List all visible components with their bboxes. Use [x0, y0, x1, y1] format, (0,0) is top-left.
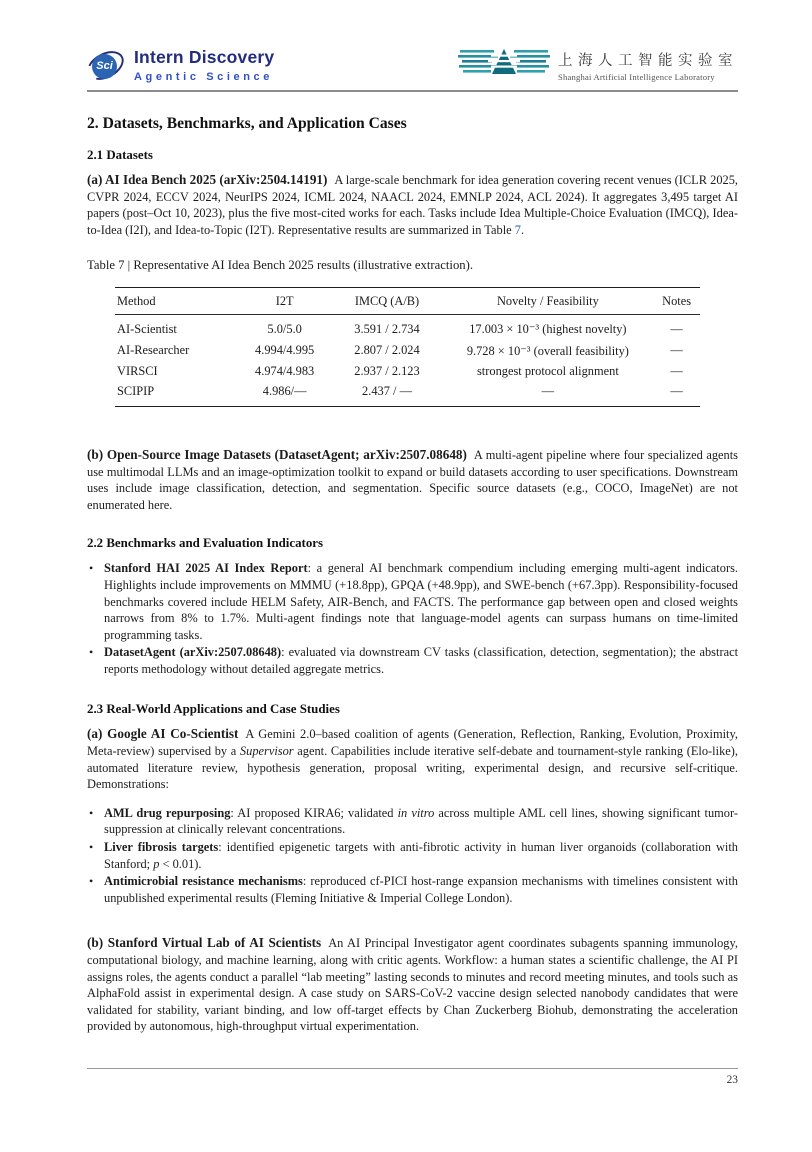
paragraph-text: A large-scale benchmark for idea generation covering recent venues (ICLR 2025, CVPR 2024, ECCV 2024, NeurIPS 2024, ICML 2024, NAACL 2024, EMNLP 2024, ACL 2024). It aggregates 3,495 target AI papers (post–Oct 10, 2023), plus the five most-cited works for each. Tasks include Idea Multiple-Choice Evaluation (IMCQ), Idea-to-Idea (I2I), and Idea-to-Topic (I2T). Representative results are summarized in Table — [87, 173, 738, 237]
table-cell: VIRSCI — [117, 363, 158, 378]
brand-name: Intern Discovery — [134, 47, 275, 68]
table-7 — [115, 287, 700, 407]
paragraph-text-end: . — [520, 222, 525, 237]
table-header-row — [115, 288, 700, 315]
subsection-2-2-heading: 2.2 Benchmarks and Evaluation Indicators — [87, 536, 324, 551]
table-cell: 17.003 × 10⁻³ (highest novelty) — [469, 322, 627, 337]
paragraph-stanford-virtual-lab — [87, 935, 738, 1035]
paragraph-lead: (b) Stanford Virtual Lab of AI Scientists — [87, 935, 322, 951]
table-7-link[interactable]: 7 — [514, 222, 521, 237]
list-item — [87, 805, 738, 838]
sci-badge-label: Sci — [92, 54, 117, 79]
lab-name-chinese: 上海人工智能实验室 — [558, 53, 738, 69]
brand-tagline: Agentic Science — [134, 70, 273, 83]
page-footer — [87, 1068, 738, 1086]
section-title: 2. Datasets, Benchmarks, and Application Cases — [87, 115, 407, 132]
table-row — [115, 340, 700, 361]
table-cell: — — [541, 383, 555, 398]
paragraph-text: A Gemini 2.0–based coalition of agents (Generation, Reflection, Ranking, Evolution, Proximity, Meta-review) supervised by a — [87, 727, 738, 759]
list-item — [87, 839, 738, 872]
list-item-lead: Stanford HAI 2025 AI Index Report — [104, 561, 308, 576]
table-cell: 2.437 / — — [362, 383, 412, 398]
paragraph-text: agent. Capabilities include iterative self-debate and tournament-style ranking (Elo-like), automated literature review, hypothesis generation, proposal writing, experimental design, and recursive self-critique. Demonstrations: — [87, 744, 738, 792]
list-item — [87, 873, 738, 906]
list-item-text: : AI proposed KIRA6; validated — [230, 805, 398, 820]
list-item-lead: Liver fibrosis targets — [104, 840, 219, 855]
paragraph-dataset-agent — [87, 447, 738, 513]
table-cell: 2.807 / 2.024 — [354, 343, 420, 358]
table-7-caption: Table 7 | Representative AI Idea Bench 2025 results (illustrative extraction). — [87, 258, 474, 273]
table-cell: 5.0/5.0 — [267, 321, 302, 336]
table-cell: SCIPIP — [117, 383, 155, 398]
table-cell: strongest protocol alignment — [476, 363, 619, 378]
table-cell: 2.937 / 2.123 — [354, 363, 420, 378]
lab-stripes-icon — [458, 46, 550, 85]
list-item-text: : identified epigenetic targets with anti-fibrotic activity in human liver organoids (collaboration with Stanford; — [104, 840, 738, 871]
list-item-text: : evaluated via downstream CV tasks (classification, detection, segmentation); the abstract reports methodology without detailed aggregate metrics. — [104, 645, 739, 676]
header-rule — [87, 90, 738, 92]
footer-rule — [87, 1068, 738, 1069]
table-cell: — — [670, 383, 683, 398]
table-cell: 3.591 / 2.734 — [354, 321, 420, 336]
list-item-emphasis: in vitro — [397, 805, 435, 820]
list-item-lead: AML drug repurposing — [104, 805, 231, 820]
paragraph-ai-idea-bench — [87, 172, 738, 238]
subsection-2-1-heading: 2.1 Datasets — [87, 148, 153, 162]
list-item-lead: DatasetAgent (arXiv:2507.08648) — [104, 645, 282, 660]
list-item-emphasis: p — [153, 856, 160, 871]
demonstrations-list — [87, 805, 738, 907]
list-item-text: : reproduced cf-PICI host-range expansion mechanisms with timelines consistent with unpublished experimental results (Fleming Initiative & Imperial College London). — [104, 874, 738, 905]
table-cell: — — [670, 363, 683, 378]
sci-badge-icon — [87, 47, 125, 85]
list-item-text: across multiple AML cell lines, showing significant tumor-suppression at clinically relevant concentrations. — [104, 805, 738, 837]
paragraph-text: A multi-agent pipeline where four specialized agents use multimodal LLMs and an image-optimization toolkit to expand or build datasets according to user specifications. Downstream uses include image classification, detection, and segmentation. Specific source datasets (e.g., COCO, ImageNet) are not enumerated here. — [87, 447, 738, 512]
shanghai-ai-lab-logo — [458, 46, 738, 85]
list-item-text: < 0.01). — [159, 856, 202, 871]
table-cell: 9.728 × 10⁻³ (overall feasibility) — [466, 343, 629, 358]
table-cell: 4.994/4.995 — [255, 343, 315, 358]
paragraph-lead: (b) Open-Source Image Datasets (DatasetAgent; arXiv:2507.08648) — [87, 446, 467, 462]
column-header-novelty: Novelty / Feasibility — [443, 288, 654, 315]
column-header-notes: Notes — [653, 288, 700, 315]
subsection-2-3-heading: 2.3 Real-World Applications and Case Studies — [87, 702, 340, 717]
paragraph-text: An AI Principal Investigator agent coordinates subagents spanning immunology, computational biology, and machine learning, along with critic agents. Workflow: a human states a scientific challenge, the AI PI assigns roles, the agents conduct a parallel “lab meeting” lasting seconds to minutes and record meeting minutes, and tools such as AlphaFold assist in experimental design. A case study on SARS-CoV-2 vaccine design selected nanobody candidates that were validated for stability, variant binding, and low off-target effects by Chan Zuckerberg Biohub, demonstrating the acceleration provided by autonomous, high-throughput virtual experimentation. — [87, 936, 738, 1034]
paragraph-lead: (a) AI Idea Bench 2025 (arXiv:2504.14191) — [87, 172, 328, 187]
column-header-i2t: I2T — [238, 288, 332, 315]
page-number: 23 — [726, 1074, 738, 1086]
list-item-text: : a general AI benchmark compendium including emerging multi-agent indicators. Highlights include improvements on MMMU (+18.8pp), GPQA (+48.9pp), and SWE-bench (+67.3pp). Responsibility-focused benchmarks covered include HELM Safety, AIR-Bench, and FACTS. The performance gap between open and closed weights narrows from 8% to 1.7%. Multi-agent findings note that language-model agents can surpass humans on time-limited programming tasks. — [104, 561, 738, 642]
table-row — [115, 361, 700, 381]
list-item — [87, 644, 738, 677]
lab-name-english: Shanghai Artificial Intelligence Laboratory — [558, 72, 715, 82]
table-cell: 4.974/4.983 — [255, 363, 315, 378]
table-cell: — — [670, 343, 683, 358]
table-cell: AI-Scientist — [117, 321, 177, 336]
benchmarks-list — [87, 560, 738, 677]
paragraph-google-co-scientist — [87, 726, 738, 792]
intern-discovery-logo — [87, 47, 274, 85]
table-row — [115, 381, 700, 406]
table-row — [115, 315, 700, 340]
supervisor-emphasis: Supervisor — [239, 744, 294, 759]
page-header — [87, 0, 738, 85]
table-cell: 4.986/— — [262, 383, 307, 398]
column-header-method: Method — [115, 288, 238, 315]
table-cell: — — [670, 321, 683, 336]
table-cell: AI-Researcher — [117, 343, 190, 358]
paragraph-lead: (a) Google AI Co-Scientist — [87, 726, 239, 742]
column-header-imcq: IMCQ (A/B) — [331, 288, 442, 315]
list-item-lead: Antimicrobial resistance mechanisms — [104, 874, 303, 889]
list-item — [87, 560, 738, 643]
